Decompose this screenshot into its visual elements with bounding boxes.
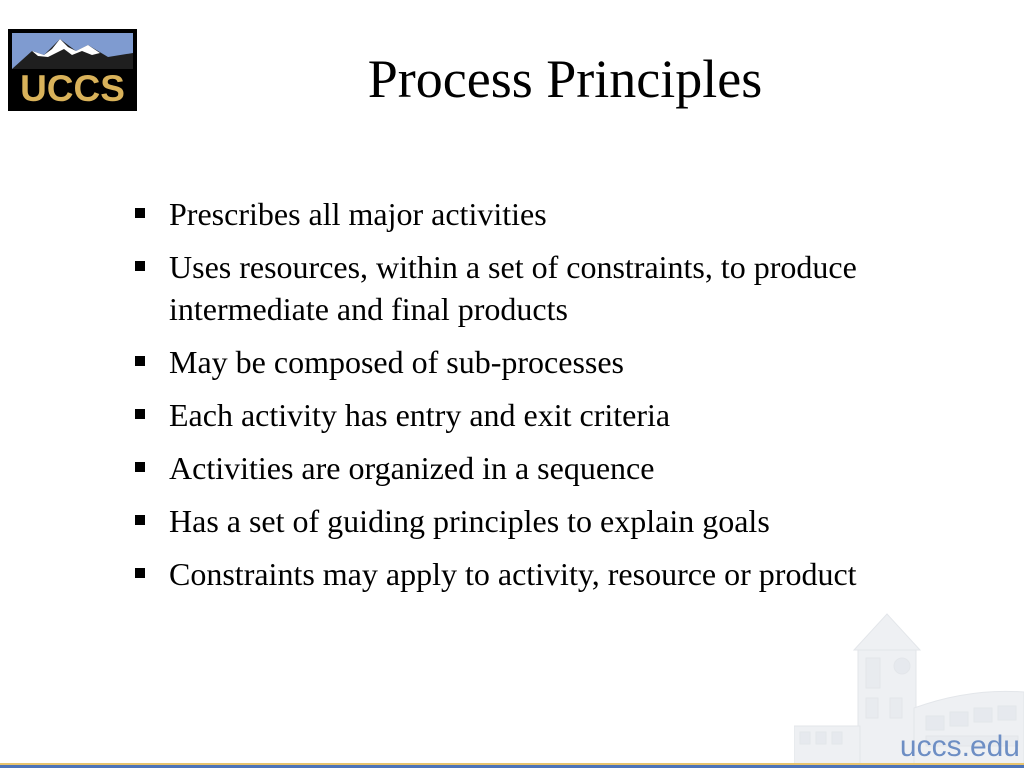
bullet-text: Each activity has entry and exit criteria <box>169 397 671 433</box>
bullet-text: Constraints may apply to activity, resource or product <box>169 556 857 592</box>
square-bullet-icon <box>135 261 145 271</box>
bullet-text: May be composed of sub-processes <box>169 344 624 380</box>
slide-title: Process Principles <box>367 49 763 109</box>
list-item <box>130 246 930 330</box>
uccs-logo <box>8 29 137 111</box>
square-bullet-icon <box>135 515 145 525</box>
square-bullet-icon <box>135 208 145 218</box>
list-item <box>130 447 930 489</box>
footer-bar <box>0 763 1024 768</box>
list-item <box>130 394 930 436</box>
bullet-text: Uses resources, within a set of constraints, to produce intermediate and final products <box>169 249 857 327</box>
bullet-text: Activities are organized in a sequence <box>169 450 655 486</box>
list-item <box>130 553 930 595</box>
square-bullet-icon <box>135 462 145 472</box>
bullet-text: Has a set of guiding principles to explain goals <box>169 503 770 539</box>
web-address: uccs.edu <box>899 730 1020 763</box>
bullet-text: Prescribes all major activities <box>169 196 547 232</box>
list-item <box>130 193 930 235</box>
square-bullet-icon <box>135 568 145 578</box>
square-bullet-icon <box>135 356 145 366</box>
list-item <box>130 341 930 383</box>
bullet-list <box>130 193 930 606</box>
list-item <box>130 500 930 542</box>
square-bullet-icon <box>135 409 145 419</box>
logo-text: UCCS <box>20 68 125 109</box>
